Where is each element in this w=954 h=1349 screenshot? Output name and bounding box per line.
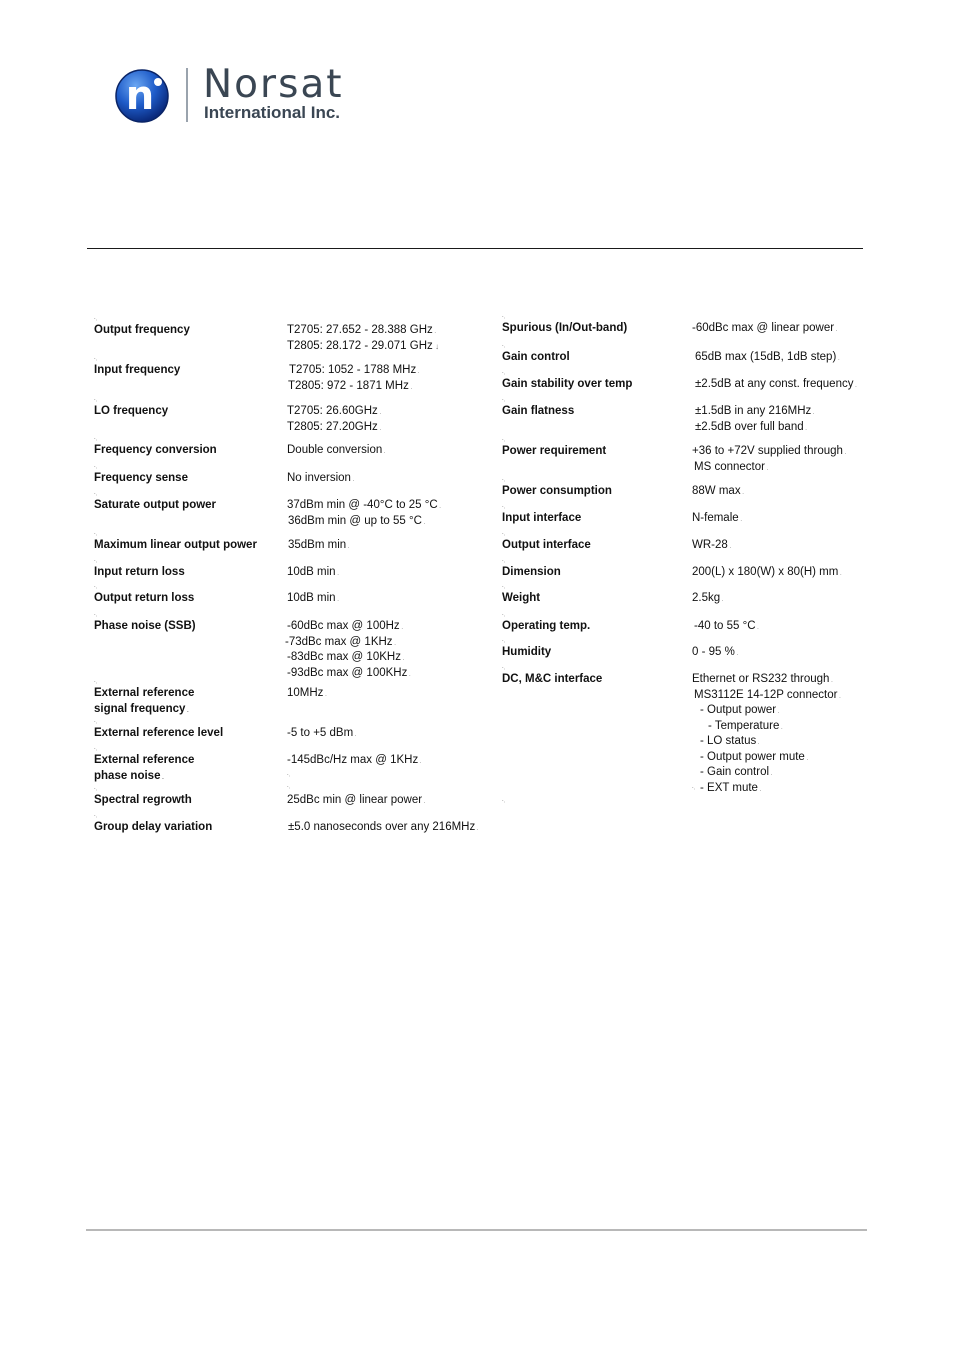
- spec-value-line: 36dBm min @ up to 55 °C .: [287, 515, 441, 531]
- paragraph-mark: .ˌ: [502, 557, 506, 563]
- paragraph-mark: .ˌ: [502, 583, 506, 589]
- spec-label-line: Power requirement: [502, 445, 607, 457]
- paragraph-mark: .ˌ: [94, 678, 98, 684]
- spec-value: [287, 324, 439, 353]
- spec-value-line: T2705: 1052 - 1788 MHz .: [287, 364, 420, 380]
- spec-value: [287, 444, 386, 460]
- spec-value: [692, 445, 846, 476]
- spec-value-line: ±2.5dB at any const. frequency .: [692, 378, 857, 394]
- spec-value: [692, 351, 840, 367]
- spec-label-line: LO frequency: [94, 405, 169, 417]
- spec-label-line: signal frequency .: [94, 703, 194, 719]
- spec-value-line: WR-28 .: [692, 539, 731, 555]
- spec-label: [94, 444, 217, 460]
- spec-value-line: 35dBm min .: [287, 539, 350, 555]
- spec-label-line: Maximum linear output power: [94, 539, 257, 551]
- spec-label: [502, 322, 627, 338]
- spec-label-line: DC, M&C interface: [502, 673, 603, 685]
- spec-value-line: 88W max .: [692, 485, 744, 501]
- spec-label: [502, 378, 632, 394]
- paragraph-mark: .ˌ: [502, 342, 506, 348]
- spec-value: [287, 499, 441, 530]
- spec-label: [502, 592, 540, 608]
- paragraph-mark: .ˌ: [502, 313, 506, 319]
- paragraph-mark: .ˌ: [94, 718, 98, 724]
- spec-value-line: Ethernet or RS232 through .: [692, 673, 841, 689]
- spec-value: [692, 592, 723, 608]
- paragraph-mark: .ˌ: [502, 637, 506, 643]
- paragraph-mark: .ˌ: [287, 783, 291, 789]
- spec-label: [94, 592, 194, 608]
- spec-value-line: T2805: 28.172 - 29.071 GHz ↓: [287, 340, 439, 354]
- spec-label-line: Group delay variation: [94, 821, 213, 833]
- paragraph-mark: .ˌ: [94, 355, 98, 361]
- spec-value-line: Double conversion .: [287, 444, 386, 460]
- spec-value-line: - LO status .: [692, 735, 841, 751]
- spec-value-line: T2705: 26.60GHz .: [287, 405, 381, 421]
- spec-label: [502, 673, 602, 689]
- spec-value: [287, 539, 350, 555]
- spec-value-line: -40 to 55 °C .: [692, 620, 759, 636]
- paragraph-mark: .ˌ: [502, 797, 506, 803]
- spec-value-line: - Output power .: [692, 704, 841, 720]
- spec-value-line: No inversion .: [287, 472, 354, 488]
- spec-label: [94, 499, 216, 515]
- spec-value: [287, 727, 357, 743]
- spec-label: [94, 324, 190, 340]
- spec-label: [94, 620, 196, 636]
- paragraph-mark: .ˌ: [692, 784, 696, 790]
- spec-value: [287, 821, 479, 837]
- spec-value: [287, 754, 422, 770]
- company-logo: [114, 62, 374, 126]
- spec-label: [94, 821, 212, 837]
- spec-value-line: +36 to +72V supplied through .: [692, 445, 846, 461]
- spec-label-line: Output return loss: [94, 592, 195, 604]
- spec-label-line: Spurious (In/Out-band): [502, 322, 628, 334]
- spec-label: [502, 566, 561, 582]
- paragraph-mark: .ˌ: [287, 771, 291, 777]
- spec-value: [287, 687, 327, 703]
- logo-separator: [186, 68, 188, 122]
- spec-label: [94, 794, 192, 810]
- spec-value-line: 10MHz .: [287, 687, 327, 703]
- paragraph-mark: .ˌ: [94, 396, 98, 402]
- spec-label-line: Gain stability over temp: [502, 378, 633, 390]
- spec-label-line: Spectral regrowth: [94, 794, 192, 806]
- spec-label: [94, 364, 180, 380]
- spec-value-line: 10dB min .: [287, 566, 339, 582]
- spec-label: [94, 687, 194, 718]
- spec-value: [692, 566, 842, 582]
- paragraph-mark: .ˌ: [94, 812, 98, 818]
- paragraph-mark: .ˌ: [94, 435, 98, 441]
- spec-value-line: 25dBc min @ linear power .: [287, 794, 425, 810]
- spec-label-line: Input frequency: [94, 364, 181, 376]
- spec-label-line: Phase noise (SSB): [94, 620, 196, 632]
- paragraph-mark: .ˌ: [502, 530, 506, 536]
- paragraph-mark: .ˌ: [94, 583, 98, 589]
- spec-label: [502, 405, 574, 421]
- spec-value-line: - Gain control .: [692, 766, 841, 782]
- spec-label-line: Gain flatness: [502, 405, 575, 417]
- spec-label: [94, 754, 194, 785]
- spec-label: [502, 485, 612, 501]
- spec-label-line: Input return loss: [94, 566, 185, 578]
- paragraph-mark: .ˌ: [502, 664, 506, 670]
- spec-value-line: ±2.5dB over full band .: [692, 421, 815, 437]
- spec-label-line: Power consumption: [502, 485, 612, 497]
- spec-label-line: Output interface: [502, 539, 591, 551]
- spec-value-line: -73dBc max @ 1KHz .: [285, 636, 411, 652]
- spec-label: [502, 539, 591, 555]
- paragraph-mark: .ˌ: [502, 396, 506, 402]
- spec-label: [94, 405, 168, 421]
- spec-label: [94, 472, 188, 488]
- spec-value-line: MS3112E 14-12P connector .: [692, 689, 841, 705]
- spec-label-line: Input interface: [502, 512, 582, 524]
- spec-label: [94, 539, 257, 555]
- norsat-logo-icon: [114, 68, 170, 124]
- paragraph-mark: .ˌ: [94, 530, 98, 536]
- spec-label-line: Operating temp.: [502, 620, 591, 632]
- spec-value-line: - Temperature .: [692, 720, 841, 736]
- spec-label-line: External reference level: [94, 727, 224, 739]
- spec-label-line: Weight: [502, 592, 541, 604]
- spec-value-line: T2705: 27.652 - 28.388 GHz .: [287, 324, 439, 340]
- spec-label-line: Frequency conversion: [94, 444, 217, 456]
- spec-value: [287, 620, 411, 682]
- spec-label-line: Saturate output power: [94, 499, 217, 511]
- spec-value: [692, 322, 837, 338]
- spec-value-line: 200(L) x 180(W) x 80(H) mm .: [692, 566, 842, 582]
- spec-value-line: MS connector .: [692, 461, 846, 477]
- spec-value-line: T2805: 27.20GHz .: [287, 421, 381, 437]
- spec-label-line: Dimension: [502, 566, 561, 578]
- spec-value-line: -60dBc max @ linear power .: [692, 322, 837, 338]
- spec-value-line: - Output power mute .: [692, 751, 841, 767]
- spec-value-line: -145dBc/Hz max @ 1KHz .: [287, 754, 422, 770]
- spec-label-line: External reference: [94, 754, 195, 766]
- paragraph-mark: .ˌ: [94, 785, 98, 791]
- paragraph-mark: .ˌ: [502, 503, 506, 509]
- spec-label: [502, 351, 570, 367]
- spec-label: [94, 566, 185, 582]
- spec-label: [502, 620, 590, 636]
- brand-subtitle: International Inc.: [204, 103, 341, 122]
- spec-value-line: 65dB max (15dB, 1dB step) .: [692, 351, 840, 367]
- spec-value: [287, 592, 339, 608]
- spec-value-line: -60dBc max @ 100Hz .: [287, 620, 411, 636]
- spec-value-line: -93dBc max @ 100KHz .: [287, 667, 411, 683]
- spec-value: [692, 378, 857, 394]
- spec-value: [287, 566, 339, 582]
- spec-value-line: 37dBm min @ -40°C to 25 °C .: [287, 499, 441, 515]
- spec-value: [692, 620, 759, 636]
- spec-label: [502, 512, 581, 528]
- spec-value-line: -83dBc max @ 10KHz .: [287, 651, 411, 667]
- spec-value: [692, 673, 841, 797]
- spec-value: [692, 405, 815, 436]
- footer-rule: [86, 1229, 867, 1231]
- paragraph-mark: .ˌ: [94, 745, 98, 751]
- spec-value-line: - EXT mute .: [692, 782, 841, 798]
- spec-value-line: ±5.0 nanoseconds over any 216MHz .: [287, 821, 479, 837]
- paragraph-mark: .ˌ: [502, 611, 506, 617]
- spec-value: [692, 646, 738, 662]
- paragraph-mark: .ˌ: [94, 315, 98, 321]
- spec-value: [692, 485, 744, 501]
- spec-value-line: 2.5kg .: [692, 592, 723, 608]
- spec-label-line: phase noise .: [94, 770, 194, 786]
- spec-label: [94, 727, 223, 743]
- spec-value: [287, 405, 381, 436]
- spec-value: [287, 364, 420, 395]
- spec-label-line: Frequency sense: [94, 472, 188, 484]
- spec-value: [692, 512, 742, 528]
- paragraph-mark: .ˌ: [502, 436, 506, 442]
- paragraph-mark: .ˌ: [502, 369, 506, 375]
- spec-value: [287, 794, 425, 810]
- spec-label-line: External reference: [94, 687, 195, 699]
- spec-value-line: 0 - 95 % .: [692, 646, 738, 662]
- spec-value-line: ±1.5dB in any 216MHz .: [692, 405, 815, 421]
- paragraph-mark: .ˌ: [94, 557, 98, 563]
- spec-label-line: Output frequency: [94, 324, 190, 336]
- spec-label-line: Humidity: [502, 646, 552, 658]
- spec-label: [502, 445, 606, 461]
- spec-label: [502, 646, 551, 662]
- spec-value: [692, 539, 731, 555]
- paragraph-mark: .ˌ: [94, 611, 98, 617]
- spec-value-line: N-female .: [692, 512, 742, 528]
- paragraph-mark: .ˌ: [94, 463, 98, 469]
- brand-name: Norsat: [203, 62, 344, 107]
- spec-label-line: Gain control: [502, 351, 570, 363]
- spec-value-line: T2805: 972 - 1871 MHz .: [287, 380, 420, 396]
- spec-value-line: -5 to +5 dBm .: [287, 727, 357, 743]
- header-rule: [87, 248, 863, 249]
- spec-value-line: 10dB min .: [287, 592, 339, 608]
- logo-mark-letter: n: [125, 73, 155, 119]
- spec-value: [287, 472, 354, 488]
- paragraph-mark: .ˌ: [94, 490, 98, 496]
- paragraph-mark: .ˌ: [502, 476, 506, 482]
